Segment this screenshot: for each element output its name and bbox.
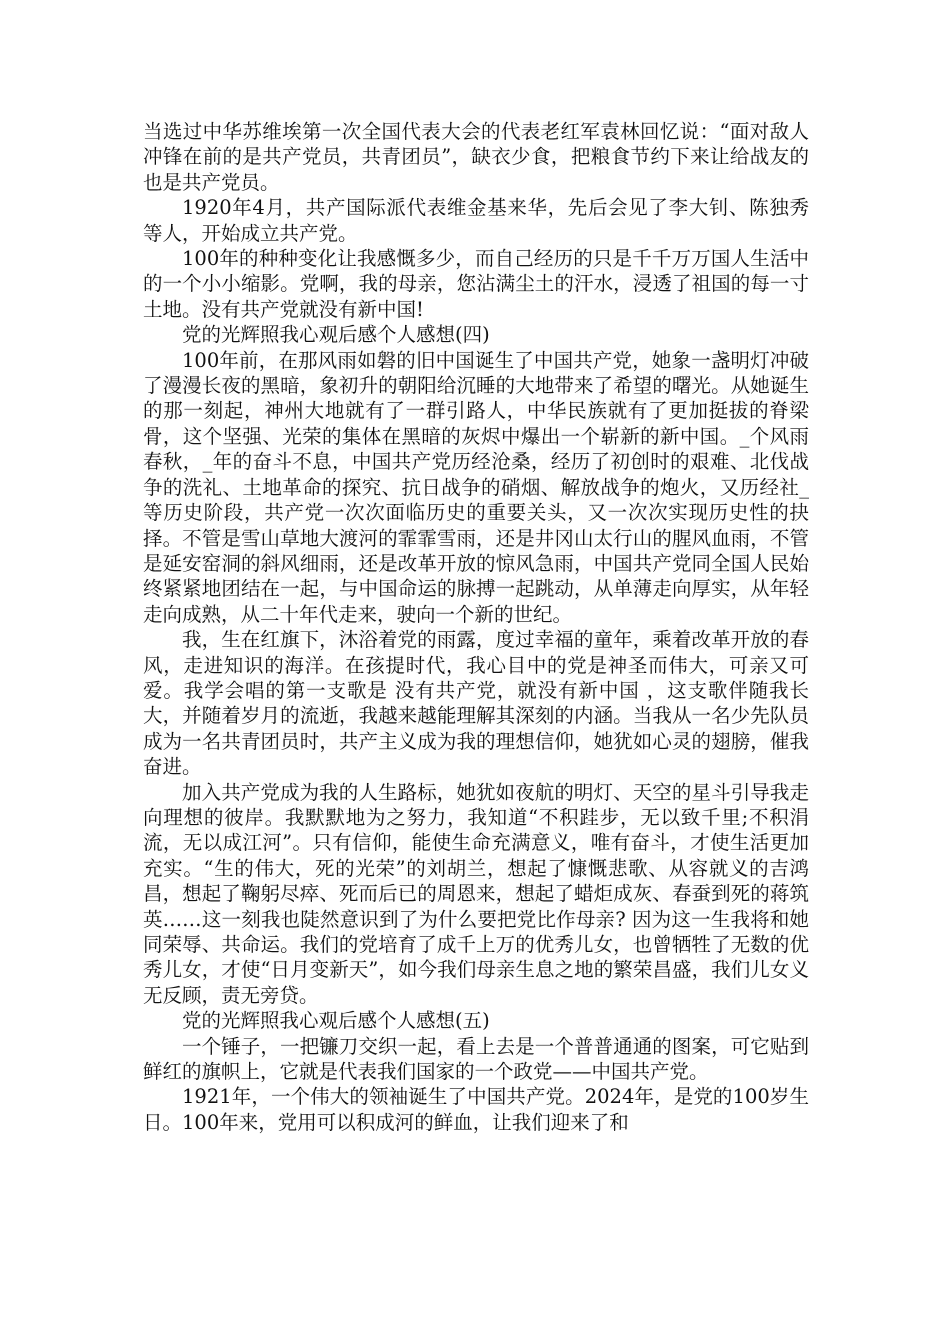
paragraph-100-years-ago: 100年前，在那风雨如磐的旧中国诞生了中国共产党，她象一盏明灯冲破了漫漫长夜的黑暗，象初升的朝阳给沉睡的大地带来了希望的曙光。从她诞生的那一刻起，神州大地就有了一群引路人，中华民族就有了更加挺拔的脊梁骨，这个坚强、光荣的集体在黑暗的灰烬中爆出一个崭新的新中国。_个风雨春秋，_年的奋斗不息，中国共产党历经沧桑，经历了初创时的艰难、北伐战争的洗礼、土地革命的探究、抗日战争的硝烟、解放战争的炮火，又历经社_等历史阶段，共产党一次次面临历史的重要关头，又一次次实现历史性的抉择。不管是雪山草地大渡河的霏霏雪雨，还是井冈山太行山的腥风血雨，不管是延安窑洞的斜风细雨，还是改革开放的惊风急雨，中国共产党同全国人民始终紧紧地团结在一起，与中国命运的脉搏一起跳动，从单薄走向厚实，从年轻走向成熟，从二十年代走来，驶向一个新的世纪。 — [143, 348, 809, 626]
paragraph-born-under-red-flag: 我，生在红旗下，沐浴着党的雨露，度过幸福的童年，乘着改革开放的春风，走进知识的海洋。在孩提时代，我心目中的党是神圣而伟大，可亲又可爱。我学会唱的第一支歌是 没有共产党，就没有新中国 ，这支歌伴随我长大，并随着岁月的流逝，我越来越能理解其深刻的内涵。当我从一名少先队员成为一名共青团员时，共产主义成为我的理想信仰，她犹如心灵的翅膀，催我奋进。 — [143, 628, 809, 779]
section-heading-four: 党的光辉照我心观后感个人感想(四) — [182, 323, 490, 347]
paragraph-hammer-sickle: 一个锤子，一把镰刀交织一起，看上去是一个普普通通的图案，可它贴到鲜红的旗帜上，它就是代表我们国家的一个政党——中国共产党。 — [143, 1034, 809, 1084]
paragraph-1920-founding: 1920年4月，共产国际派代表维金基来华，先后会见了李大钊、陈独秀等人，开始成立共产党。 — [143, 196, 809, 245]
paragraph-1921-birth: 1921年，一个伟大的领袖诞生了中国共产党。2024年，是党的100岁生日。100年来，党用可以积成河的鲜血，让我们迎来了和 — [143, 1085, 809, 1134]
paragraph-100-years-changes: 100年的种种变化让我感慨多少，而自己经历的只是千千万万国人生活中的一个小小缩影。党啊，我的母亲，您沾满尘土的汗水，浸透了祖国的每一寸土地。没有共产党就没有新中国! — [143, 247, 809, 321]
paragraph-joining-party: 加入共产党成为我的人生路标，她犹如夜航的明灯、天空的星斗引导我走向理想的彼岸。我默默地为之努力，我知道“不积跬步，无以致千里;不积涓流，无以成江河”。只有信仰，能使生命充满意义，唯有奋斗，才使生活更加充实。“生的伟大，死的光荣”的刘胡兰，想起了慷慨悲歌、从容就义的吉鸿昌，想起了鞠躬尽瘁、死而后已的周恩来，想起了蜡炬成灰、春蚕到死的蒋筑英……这一刻我也陡然意识到了为什么要把党比作母亲? 因为这一生我将和她同荣辱、共命运。我们的党培育了成千上万的优秀儿女，也曾牺牲了无数的优秀儿女，才使“日月变新天”，如今我们母亲生息之地的繁荣昌盛，我们儿女义无反顾，责无旁贷。 — [143, 780, 809, 1007]
paragraph-intro-recollection: 当选过中华苏维埃第一次全国代表大会的代表老红军袁林回忆说：“面对敌人冲锋在前的是共产党员，共青团员”，缺衣少食，把粮食节约下来让给战友的也是共产党员。 — [143, 120, 809, 194]
document-page — [143, 119, 809, 1135]
section-heading-five: 党的光辉照我心观后感个人感想(五) — [182, 1009, 490, 1033]
